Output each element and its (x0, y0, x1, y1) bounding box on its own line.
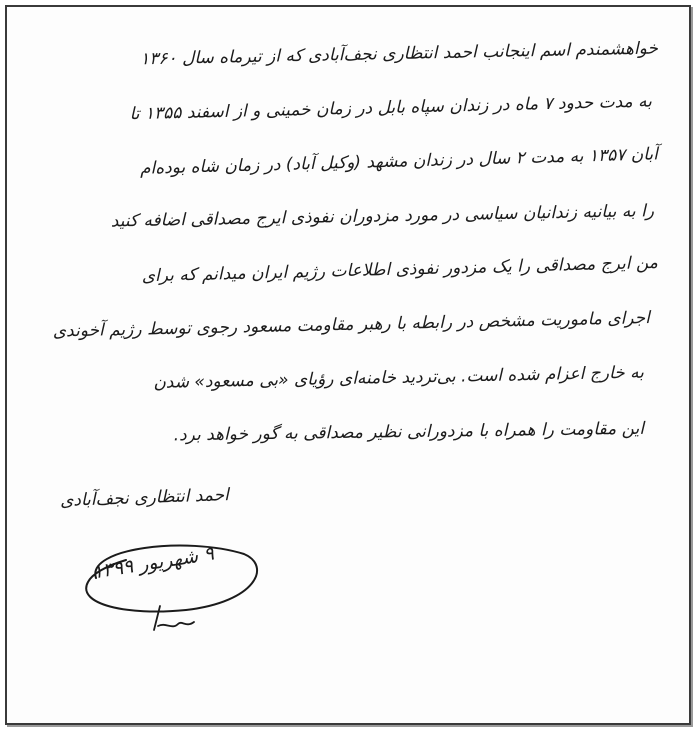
handwritten-letter-body (38, 28, 658, 460)
letter-line-4: را به بیانیه زندانیان سیاسی در مورد مزدوران نفوذی ایرج مصداقی اضافه کنید (110, 201, 655, 232)
letter-line-6: اجرای ماموریت مشخص در رابطه با رهبر مقاومت مسعود رجوی توسط رژیم آخوندی (52, 308, 651, 342)
letter-line-7: به خارج اعزام شده است. بی‌تردید خامنه‌ای رؤیای «بی مسعود» شدن (153, 362, 645, 393)
signature-date: ۹ شهریور ۱۳۹۹ (91, 542, 216, 584)
letter-line-3: آبان ۱۳۵۷ به مدت ۲ سال در زندان مشهد (وکیل آباد) در زمان شاه بوده‌ام (139, 144, 659, 179)
signature-name: احمد انتظاری نجف‌آبادی (59, 485, 230, 511)
letter-line-2: به مدت حدود ۷ ماه در زندان سپاه بابل در زمان خمینی و از اسفند ۱۳۵۵ تا (129, 91, 653, 125)
letter-line-8: این مقاومت را همراه با مزدورانی نظیر مصداقی به گور خواهد برد. (173, 418, 645, 446)
letter-line-5: من ایرج مصداقی را یک مزدور نفوذی اطلاعات رژیم ایران میدانم که برای (141, 252, 659, 287)
letter-line-1: خواهشمندم اسم اینجانب احمد انتظاری نجف‌آبادی که از تیرماه سال ۱۳۶۰ (139, 38, 659, 70)
handwritten-initials-signature (150, 600, 200, 640)
